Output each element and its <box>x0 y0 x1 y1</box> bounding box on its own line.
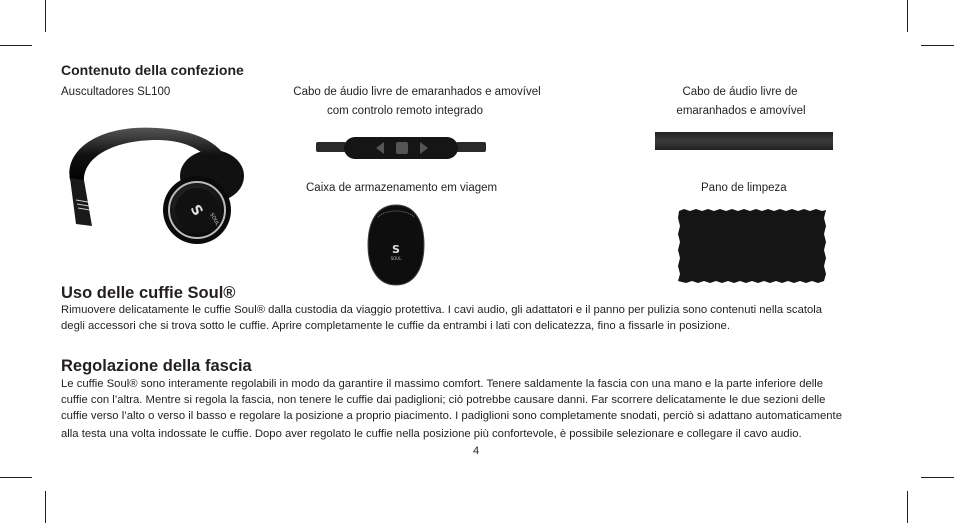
usage-line: degli accessori che si trova sotto le cuffie. Aprire completamente le cuffie da entrambi i lati con delicatezza, fino a fissarle in posizione. <box>61 320 730 332</box>
case-logo-text: SOUL <box>390 256 402 261</box>
play-icon <box>396 142 408 154</box>
headband-line: alla testa una volta indossate le cuffie. Dopo aver regolato le cuffie nella posizione più confortevole, è possibile selezionare e collegare il cavo audio. <box>61 428 802 440</box>
cloth-caption: Pano de limpeza <box>701 182 787 194</box>
cable-caption-line2: emaranhados e amovível <box>676 105 806 117</box>
headphones-image <box>62 118 252 248</box>
headband-line: cuffie con l’altra. Mentre si regola la fascia, non tenere le cuffie dai padiglioni; ciò potrebbe causare danni. Far scorrere delicatamente le due sezioni delle <box>61 394 826 406</box>
crop-mark <box>907 0 908 32</box>
cable-caption <box>656 83 856 121</box>
soul-logo-text: SOUL <box>208 212 221 227</box>
page-number: 4 <box>473 445 480 457</box>
remote-cable-caption <box>272 83 562 121</box>
usage-paragraph <box>61 302 891 334</box>
cable-caption-line1: Cabo de áudio livre de <box>682 86 798 98</box>
crop-mark <box>921 45 954 46</box>
crop-mark <box>921 477 954 478</box>
crop-mark <box>907 491 908 523</box>
audio-cable-image <box>655 132 833 150</box>
case-logo: S <box>392 243 400 256</box>
remote-cable-caption-line2: com controlo remoto integrado <box>327 105 483 117</box>
cleaning-cloth-image <box>676 208 828 284</box>
travel-case-image <box>366 203 426 287</box>
headband-paragraph <box>61 376 891 442</box>
remote-cable-image <box>316 134 486 164</box>
crop-mark <box>45 491 46 523</box>
case-caption: Caixa de armazenamento em viagem <box>306 182 498 194</box>
headphones-caption: Auscultadores SL100 <box>61 86 171 98</box>
contents-heading: Contenuto della confezione <box>61 62 244 78</box>
headband-line: cuffie verso l’alto o verso il basso e regolare la posizione a proprio piacimento. I padiglioni sono completamente snodati, perciò si adattano automaticamente <box>61 410 842 422</box>
headband-line: Le cuffie Soul® sono interamente regolabili in modo da garantire il massimo comfort. Tenere saldamente la fascia con una mano e la parte inferiore delle <box>61 378 824 390</box>
crop-mark <box>0 477 32 478</box>
headband-heading: Regolazione della fascia <box>61 357 252 375</box>
usage-line: Rimuovere delicatamente le cuffie Soul® dalla custodia da viaggio protettiva. I cavi audio, gli adattatori e il panno per pulizia sono contenuti nella scatola <box>61 304 823 316</box>
soul-logo: S <box>186 202 206 219</box>
crop-mark <box>45 0 46 32</box>
crop-mark <box>0 45 32 46</box>
remote-cable-caption-line1: Cabo de áudio livre de emaranhados e amovível <box>293 86 541 98</box>
usage-heading: Uso delle cuffie Soul® <box>61 284 236 302</box>
